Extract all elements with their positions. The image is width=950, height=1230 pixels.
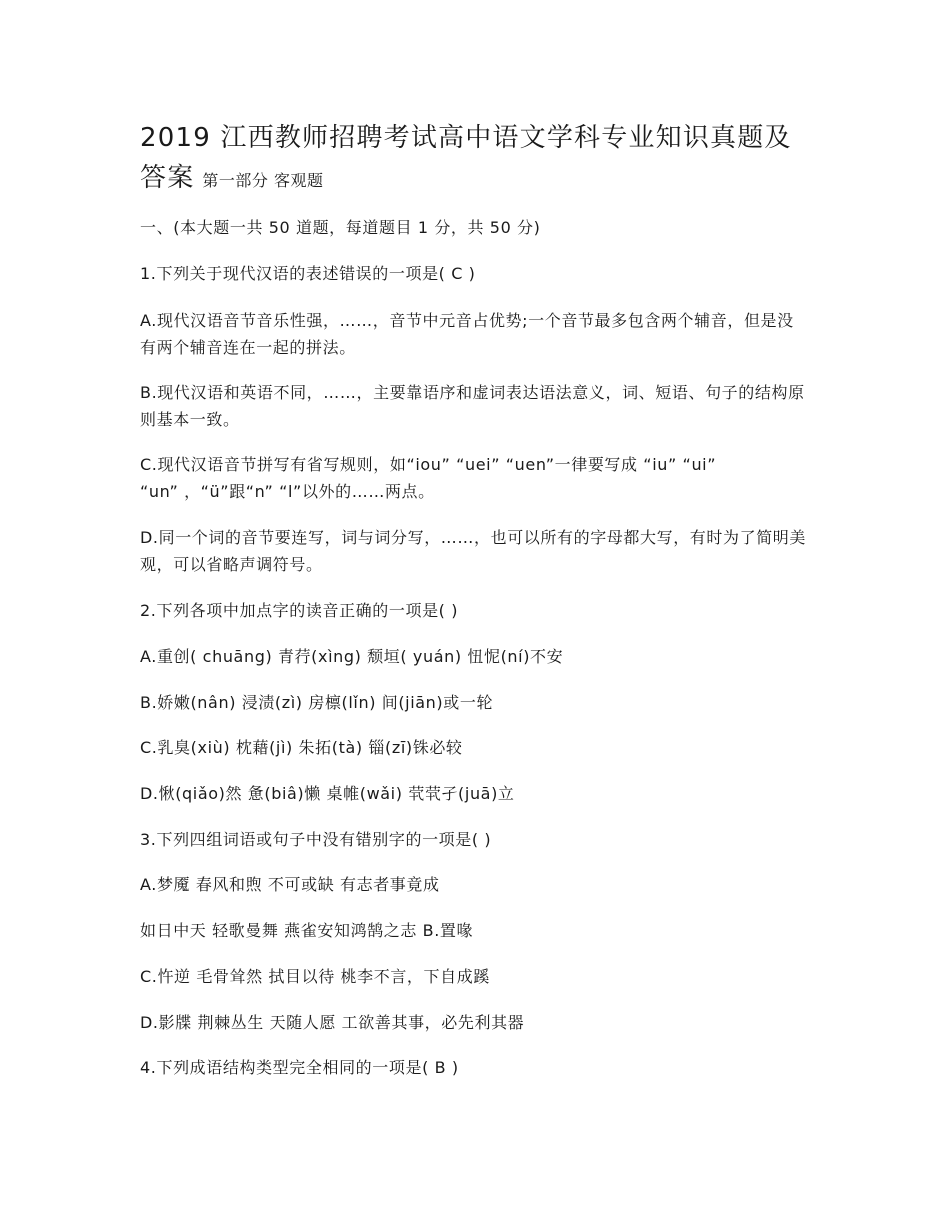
question-1-option-b: B.现代汉语和英语不同，……，主要靠语序和虚词表达语法意义，词、短语、句子的结构原则基本一致。 xyxy=(140,383,805,429)
question-3-option-c: C.忤逆 毛骨耸然 拭目以待 桃李不言，下自成蹊 xyxy=(140,967,490,986)
question-3-option-a: A.梦魇 春风和煦 不可或缺 有志者事竟成 xyxy=(140,875,440,894)
document-subtitle: 第一部分 客观题 xyxy=(202,171,324,190)
question-2: 2.下列各项中加点字的读音正确的一项是( ) xyxy=(140,601,459,620)
question-4: 4.下列成语结构类型完全相同的一项是( B ) xyxy=(140,1058,459,1077)
question-1-option-a: A.现代汉语音节音乐性强，……，音节中元音占优势;一个音节最多包含两个辅音，但是没有两个辅音连在一起的拼法。 xyxy=(140,311,794,357)
section-heading: 一、(本大题一共 50 道题，每道题目 1 分，共 50 分) xyxy=(140,218,541,237)
question-1-option-c: C.现代汉语音节拼写有省写规则，如“iou” “uei” “uen”一律要写成 “iu” “ui” “un” ，“ü”跟“n” “l”以外的……两点。 xyxy=(140,455,717,501)
question-1: 1.下列关于现代汉语的表述错误的一项是( C ) xyxy=(140,264,476,283)
document-title xyxy=(140,118,810,201)
question-2-option-a: A.重创( chuāng) 青荇(xìng) 颓垣( yuán) 忸怩(ní)不安 xyxy=(140,647,564,666)
question-2-option-d: D.愀(qiǎo)然 惫(biâ)懒 桌帷(wǎi) 茕茕孑(juā)立 xyxy=(140,784,515,803)
question-2-option-c: C.乳臭(xiù) 枕藉(jì) 朱拓(tà) 锱(zī)铢必较 xyxy=(140,738,463,757)
question-3-line: 如日中天 轻歌曼舞 燕雀安知鸿鹄之志 B.置喙 xyxy=(140,921,474,940)
question-1-option-d: D.同一个词的音节要连写，词与词分写，……，也可以所有的字母都大写，有时为了简明美观，可以省略声调符号。 xyxy=(140,528,807,574)
question-2-option-b: B.娇嫩(nân) 浸渍(zì) 房檩(lǐn) 间(jiān)或一轮 xyxy=(140,693,494,712)
document-page xyxy=(140,118,810,201)
title-text: 2019 江西教师招聘考试高中语文学科专业知识真题及答案 xyxy=(140,123,792,193)
question-3: 3.下列四组词语或句子中没有错别字的一项是( ) xyxy=(140,830,492,849)
question-3-option-d: D.影牒 荆棘丛生 天随人愿 工欲善其事，必先利其器 xyxy=(140,1013,525,1032)
